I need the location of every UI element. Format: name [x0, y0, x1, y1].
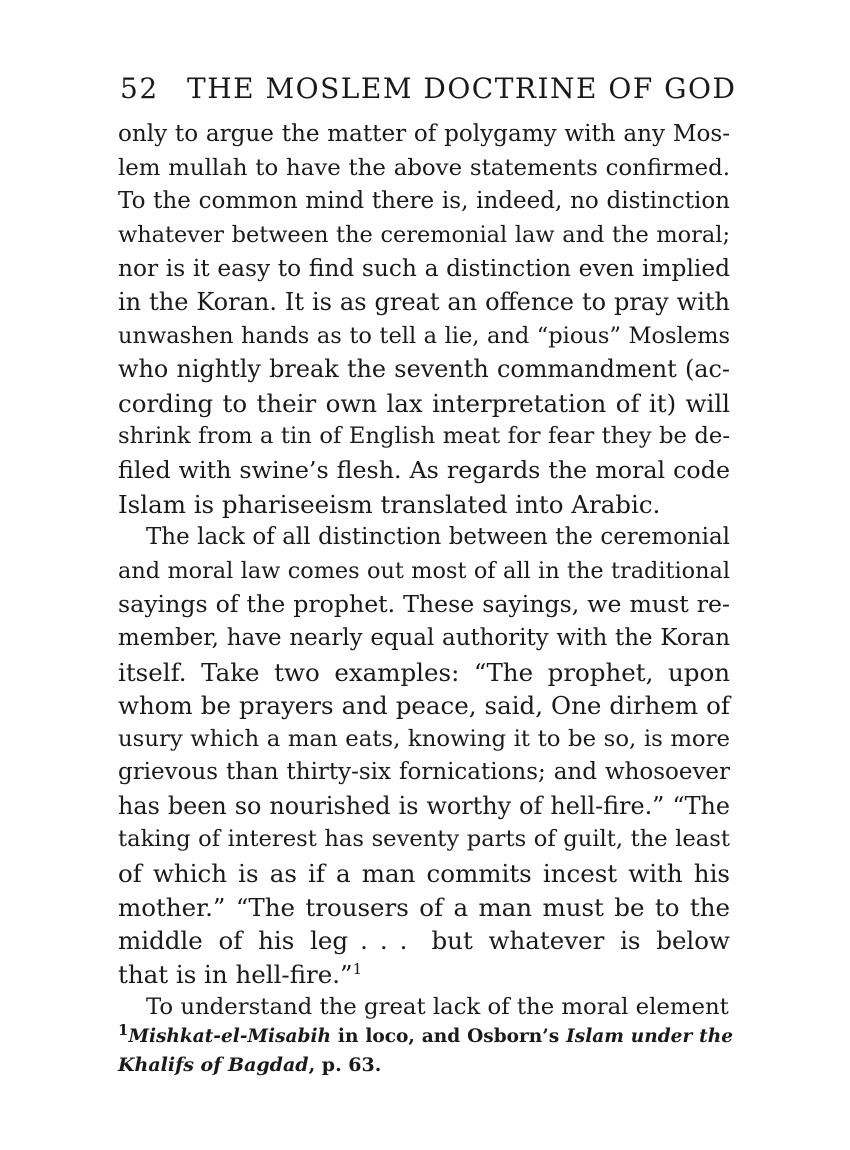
text-line: whatever between the ceremonial law and the moral; [118, 221, 730, 248]
text-line: grievous than thirty-six fornications; and whosoever [118, 759, 730, 786]
footnote-line [118, 1022, 733, 1051]
text-line: in the Koran. It is as great an offence to pray with [118, 287, 730, 316]
paragraph [118, 991, 730, 1025]
text-line: taking of interest has seventy parts of guilt, the least [118, 826, 730, 853]
ellipsis: ... [360, 926, 420, 956]
footnote-reference[interactable]: 1 [352, 959, 363, 978]
text-line: cording to their own lax interpretation of it) will [118, 388, 730, 418]
footnote-source-title: Khalifs of Bagdad [118, 1054, 309, 1076]
text-line: has been so nourished is worthy of hell-fire.” “The [118, 791, 730, 820]
quote-end: that is in hell-fire.” [118, 959, 353, 989]
text-line: To the common mind there is, indeed, no distinction [118, 188, 730, 215]
ellipsis-after: but whatever is below [431, 926, 730, 956]
text-line: unwashen hands as to tell a lie, and “pious” Moslems [118, 322, 730, 349]
text-line: itself. Take two examples: “The prophet, upon [118, 657, 730, 687]
paragraph [118, 521, 730, 991]
ellipsis-before: middle of his leg [118, 926, 349, 956]
running-header [120, 72, 740, 112]
text-line: usury which a man eats, knowing it to be so, is more [118, 725, 730, 752]
text-line: lem mullah to have the above statements confirmed. [118, 154, 730, 181]
text-line: The lack of all distinction between the ceremonial [146, 524, 730, 551]
body-text [118, 118, 730, 1025]
text-line: mother.” “The trousers of a man must be to the [118, 892, 730, 922]
text-line: Islam is phariseeism translated into Arabic. [118, 489, 661, 519]
footnote-text: , p. 63. [308, 1054, 382, 1076]
footnote-source-title: Mishkat-el-Misabih [128, 1026, 331, 1047]
text-line [118, 958, 730, 992]
text-line-with-ellipsis [118, 924, 730, 958]
text-line: only to argue the matter of polygamy with any Mos- [118, 121, 730, 147]
footnote-marker: 1 [118, 1020, 129, 1039]
text-line: who nightly break the seventh commandment (ac- [118, 355, 730, 384]
page-number: 52 [120, 72, 159, 105]
text-line: whom be prayers and peace, said, One dirhem of [118, 691, 730, 721]
running-title: THE MOSLEM DOCTRINE OF GOD [187, 72, 737, 105]
text-line: To understand the great lack of the moral element [146, 994, 729, 1021]
text-line: filed with swine’s flesh. As regards the moral code [118, 455, 730, 484]
text-line: nor is it easy to find such a distinction even implied [118, 255, 730, 283]
footnote-line [118, 1051, 733, 1080]
paragraph [118, 118, 730, 521]
text-line: member, have nearly equal authority with the Koran [118, 624, 730, 651]
footnote [118, 1022, 733, 1080]
text-line: of which is as if a man commits incest with his [118, 859, 730, 889]
text-line: and moral law comes out most of all in the traditional [118, 557, 730, 584]
text-line: sayings of the prophet. These sayings, we must re- [118, 590, 730, 619]
footnote-source-title: Islam under the [566, 1026, 733, 1047]
text-line: shrink from a tin of English meat for fear they be de- [118, 423, 730, 450]
footnote-text: in loco, and Osborn’s [330, 1026, 567, 1047]
